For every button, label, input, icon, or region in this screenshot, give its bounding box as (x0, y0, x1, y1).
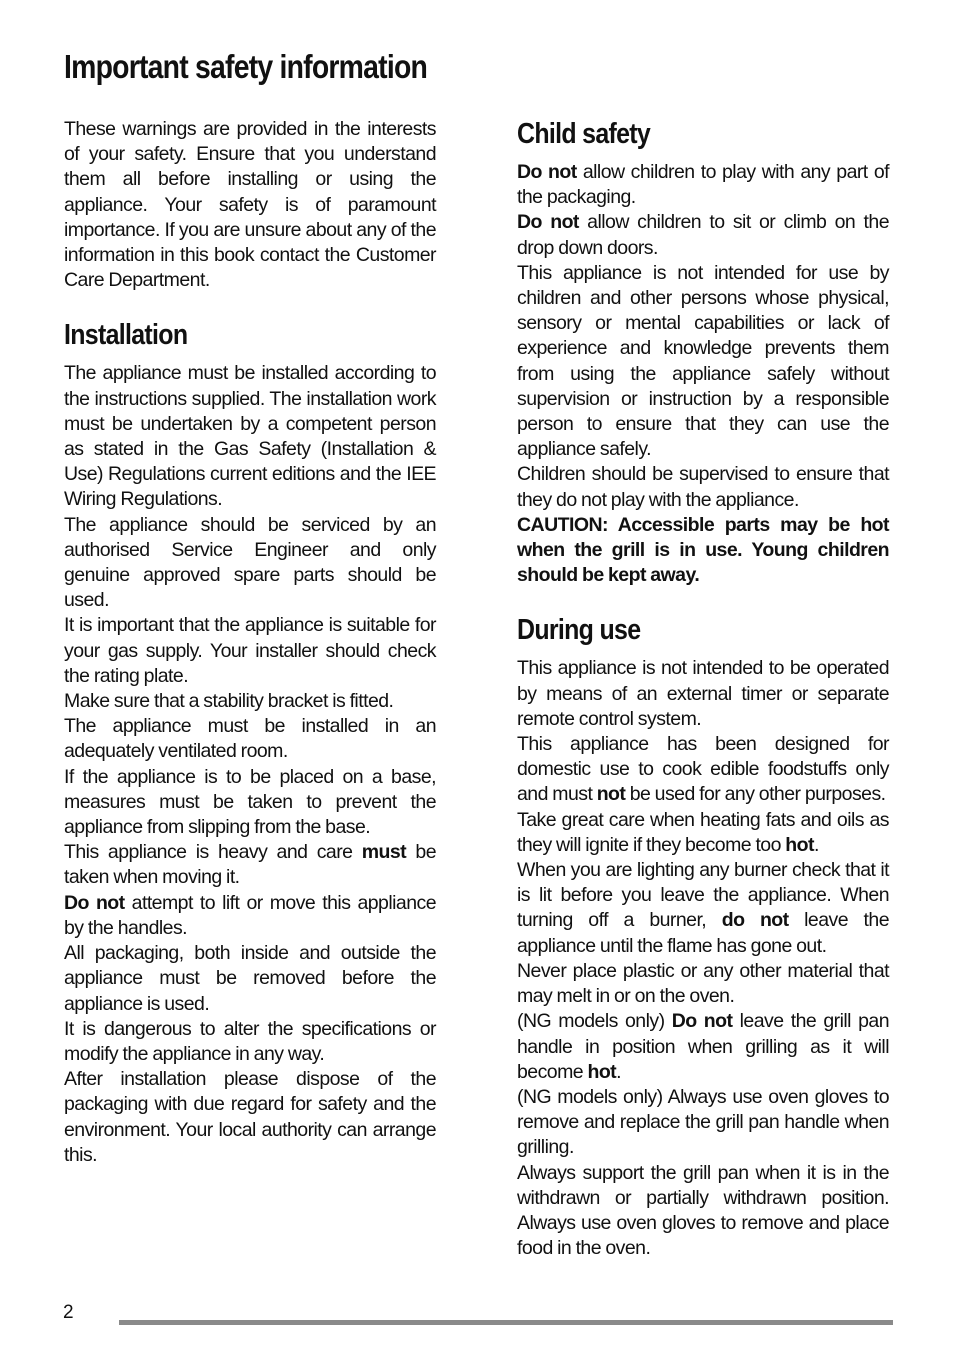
installation-paragraph-4: Make sure that a stability bracket is fitted. (64, 690, 394, 713)
footer-rule (119, 1320, 893, 1325)
child-safety-p1-text: allow children to play with any part of the packaging. (517, 161, 889, 209)
installation-paragraph-3: It is important that the appliance is suitable for your gas supply. Your installer should check the rating plate. (64, 614, 436, 687)
page-title: Important safety information (64, 48, 428, 85)
child-safety-paragraph-2 (517, 210, 889, 260)
installation-paragraph-9: All packaging, both inside and outside the appliance must be removed before the appliance is used. (64, 942, 436, 1015)
page-number: 2 (63, 1302, 74, 1323)
during-use-paragraph-3 (517, 808, 889, 858)
installation-paragraph-7 (64, 840, 436, 890)
child-safety-p2-emphasis: Do not (517, 211, 579, 234)
caution-notice: CAUTION: Accessible parts may be hot when the grill is in use. Young children should be kept away. (517, 513, 889, 587)
installation-paragraph-11: After installation please dispose of the packaging with due regard for safety and the environment. Your local authority can arrange this. (64, 1068, 436, 1166)
installation-p7-emphasis: must (361, 841, 407, 864)
during-use-p4-text-a: When you are lighting any burner check that it is lit before you leave the appliance. When turning off a burner, (517, 859, 889, 932)
during-use-p4-text-c: leave the appliance until the flame has gone out. (517, 909, 889, 957)
during-use-p3-text-a: Take great care when heating fats and oils as they will ignite if they become too (517, 808, 889, 856)
right-column (517, 114, 889, 1261)
during-use-p3-emphasis: hot (785, 833, 814, 856)
during-use-paragraph-5: Never place plastic or any other material that may melt in or on the oven. (517, 959, 889, 1008)
installation-p7-text-c: be taken when moving it. (64, 841, 436, 889)
during-use-paragraph-8: Always support the grill pan when it is in the withdrawn or partially withdrawn position. Always use oven gloves to remove and place food in the oven. (517, 1161, 889, 1260)
installation-paragraph-8 (64, 891, 436, 941)
installation-paragraph-10: It is dangerous to alter the specifications or modify the appliance in any way. (64, 1017, 436, 1065)
child-safety-paragraph-4: Children should be supervised to ensure that they do not play with the appliance. (517, 463, 889, 511)
installation-p8-emphasis: Do not (64, 891, 125, 914)
during-use-p6-text-e: . (616, 1060, 621, 1083)
during-use-p2-emphasis: not (596, 783, 626, 806)
child-safety-paragraph-3: This appliance is not intended for use by children and other persons whose physical, sensory or mental capabilities or lack of experience and knowledge prevents them from using the appliance safely without supervision or instruction by a responsible person to ensure that they can use the appliance safely. (517, 261, 889, 461)
during-use-p6-text-a: (NG models only) (517, 1010, 672, 1033)
during-use-p6-text-c: leave the grill pan handle in position when grilling as it will become (517, 1010, 889, 1083)
during-use-p4-emphasis: do not (721, 909, 789, 932)
during-use-p2-text-c: be used for any other purposes. (625, 783, 886, 806)
child-safety-p2-text: allow children to sit or climb on the drop down doors. (517, 211, 889, 259)
during-use-paragraph-2 (517, 732, 889, 808)
installation-paragraph-6: If the appliance is to be placed on a base, measures must be taken to prevent the appliance from slipping from the base. (64, 765, 436, 839)
during-use-p2-text-a: This appliance has been designed for domestic use to cook edible foodstuffs only and must (517, 733, 889, 806)
intro-paragraph: These warnings are provided in the interests of your safety. Ensure that you understand them all before installing or using the appliance. Your safety is of paramount importance. If you are unsure about any of the information in this book contact the Customer Care Department. (64, 118, 436, 292)
child-safety-paragraph-1 (517, 160, 889, 210)
installation-p7-text-a: This appliance is heavy and care (64, 841, 362, 864)
installation-p8-text: attempt to lift or move this appliance by the handles. (64, 891, 436, 939)
child-safety-heading: Child safety (517, 118, 651, 150)
during-use-p6-emphasis-1: Do not (671, 1010, 733, 1033)
installation-paragraph-1: The appliance must be installed according to the instructions supplied. The installation work must be undertaken by a competent person as stated in the Gas Safety (Installation & Use) Regulations current editions and the IEE Wiring Regulations. (64, 362, 436, 511)
left-column (64, 117, 436, 1168)
child-safety-p1-emphasis: Do not (517, 161, 577, 183)
installation-heading: Installation (64, 319, 188, 352)
during-use-paragraph-1: This appliance is not intended to be operated by means of an external timer or separate remote control system. (517, 657, 889, 730)
during-use-p3-text-c: . (813, 833, 819, 856)
during-use-paragraph-7: (NG models only) Always use oven gloves to remove and replace the grill pan handle when grilling. (517, 1085, 889, 1159)
during-use-heading: During use (517, 614, 641, 647)
during-use-p6-emphasis-2: hot (587, 1060, 617, 1083)
installation-paragraph-5: The appliance must be installed in an adequately ventilated room. (64, 715, 436, 763)
installation-paragraph-2: The appliance should be serviced by an authorised Service Engineer and only genuine approved spare parts should be used. (64, 513, 436, 612)
during-use-paragraph-4 (517, 858, 889, 959)
during-use-paragraph-6 (517, 1009, 889, 1085)
